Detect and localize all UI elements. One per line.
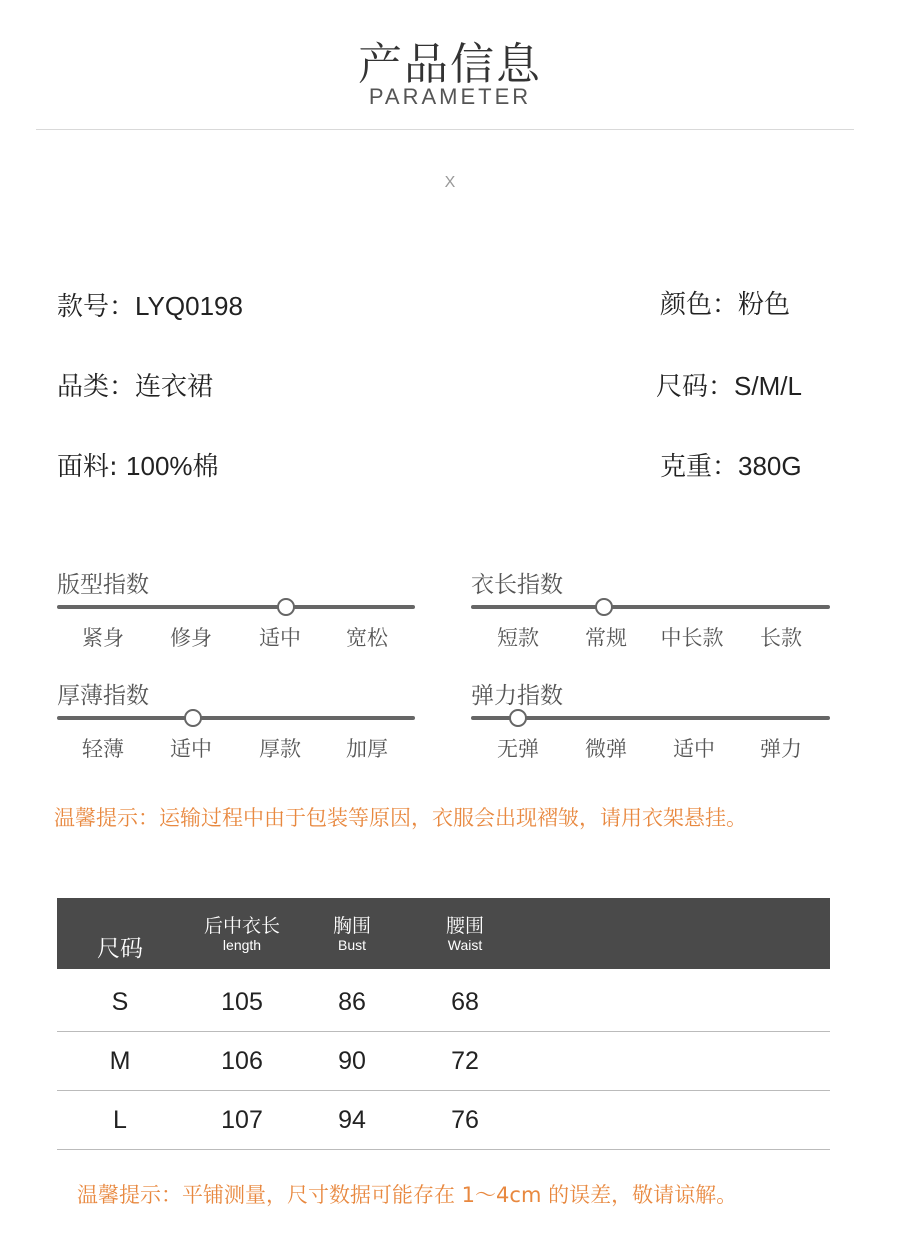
table-row [57, 973, 830, 1032]
length-index-knob [595, 598, 613, 616]
fit-index-knob [277, 598, 295, 616]
elasticity-option: 无弹 [497, 737, 539, 761]
length-option: 短款 [497, 626, 539, 650]
info-style-no-label: 款号： [57, 292, 136, 322]
page-title: 产品信息 [358, 39, 542, 90]
fit-index-title: 版型指数 [57, 572, 149, 598]
header-bust-en: Bust [337, 937, 366, 953]
fit-index-track [57, 605, 415, 609]
cell-length: 105 [221, 988, 263, 1016]
fit-option: 宽松 [346, 626, 388, 650]
cell-bust: 86 [338, 988, 366, 1016]
info-weight [660, 446, 802, 483]
shipping-tip: 温馨提示：运输过程中由于包装等原因，衣服会出现褶皱，请用衣架悬挂。 [54, 806, 747, 830]
cell-bust: 90 [338, 1047, 366, 1075]
page-subtitle: PARAMETER [368, 84, 532, 109]
elasticity-option: 微弹 [585, 737, 627, 761]
fit-option: 修身 [170, 626, 212, 650]
elasticity-index-title: 弹力指数 [471, 683, 563, 709]
cell-waist: 68 [451, 988, 479, 1016]
length-option: 常规 [585, 626, 627, 650]
info-weight-value: 380G [738, 451, 802, 481]
info-category-label: 品类： [57, 372, 136, 402]
header-bust [312, 915, 392, 953]
cell-size: M [109, 1047, 131, 1075]
thickness-option: 轻薄 [82, 737, 124, 761]
info-fabric-label: 面料: [57, 452, 127, 482]
measurement-tip: 温馨提示：平铺测量，尺寸数据可能存在 1～4cm 的误差，敬请谅解。 [77, 1183, 738, 1207]
cell-waist: 76 [451, 1106, 479, 1134]
info-size-value: S/M/L [734, 371, 802, 401]
cell-size: L [113, 1106, 127, 1134]
header-size: 尺码 [97, 936, 143, 962]
header-length [187, 915, 297, 953]
x-mark: X [444, 174, 456, 191]
fit-option: 紧身 [82, 626, 124, 650]
info-category-value: 连衣裙 [135, 371, 214, 401]
info-color-label: 颜色： [660, 290, 739, 320]
info-fabric-value: 100%棉 [126, 451, 219, 481]
info-color-value: 粉色 [738, 289, 791, 319]
length-index-track [471, 605, 830, 609]
info-fabric [57, 446, 219, 483]
length-option: 长款 [760, 626, 802, 650]
info-size-label: 尺码： [656, 372, 735, 402]
info-weight-label: 克重： [660, 452, 739, 482]
info-color [660, 284, 790, 321]
info-size [656, 366, 802, 403]
thickness-option: 加厚 [346, 737, 388, 761]
info-style-no-value: LYQ0198 [135, 291, 243, 321]
cell-length: 106 [221, 1047, 263, 1075]
elasticity-option: 弹力 [760, 737, 802, 761]
length-option: 中长款 [660, 626, 724, 650]
header-waist-en: Waist [447, 937, 483, 953]
thickness-index-title: 厚薄指数 [57, 683, 149, 709]
header-length-en: length [222, 937, 262, 953]
table-row [57, 1091, 830, 1150]
cell-bust: 94 [338, 1106, 366, 1134]
header-length-cn: 后中衣长 [203, 915, 280, 937]
fit-option: 适中 [259, 626, 301, 650]
info-style-no [57, 286, 243, 323]
elasticity-option: 适中 [673, 737, 715, 761]
header-waist-cn: 腰围 [445, 915, 484, 937]
header-divider [36, 129, 854, 130]
elasticity-index-knob [509, 709, 527, 727]
header-waist [425, 915, 505, 953]
size-table-header [57, 898, 830, 969]
cell-waist: 72 [451, 1047, 479, 1075]
length-index-title: 衣长指数 [471, 572, 563, 598]
header-bust-cn: 胸围 [332, 915, 371, 937]
info-category [57, 366, 213, 403]
thickness-index-knob [184, 709, 202, 727]
cell-size: S [111, 988, 129, 1016]
thickness-option: 适中 [170, 737, 212, 761]
thickness-index-track [57, 716, 415, 720]
table-row [57, 1032, 830, 1091]
thickness-option: 厚款 [259, 737, 301, 761]
cell-length: 107 [221, 1106, 263, 1134]
